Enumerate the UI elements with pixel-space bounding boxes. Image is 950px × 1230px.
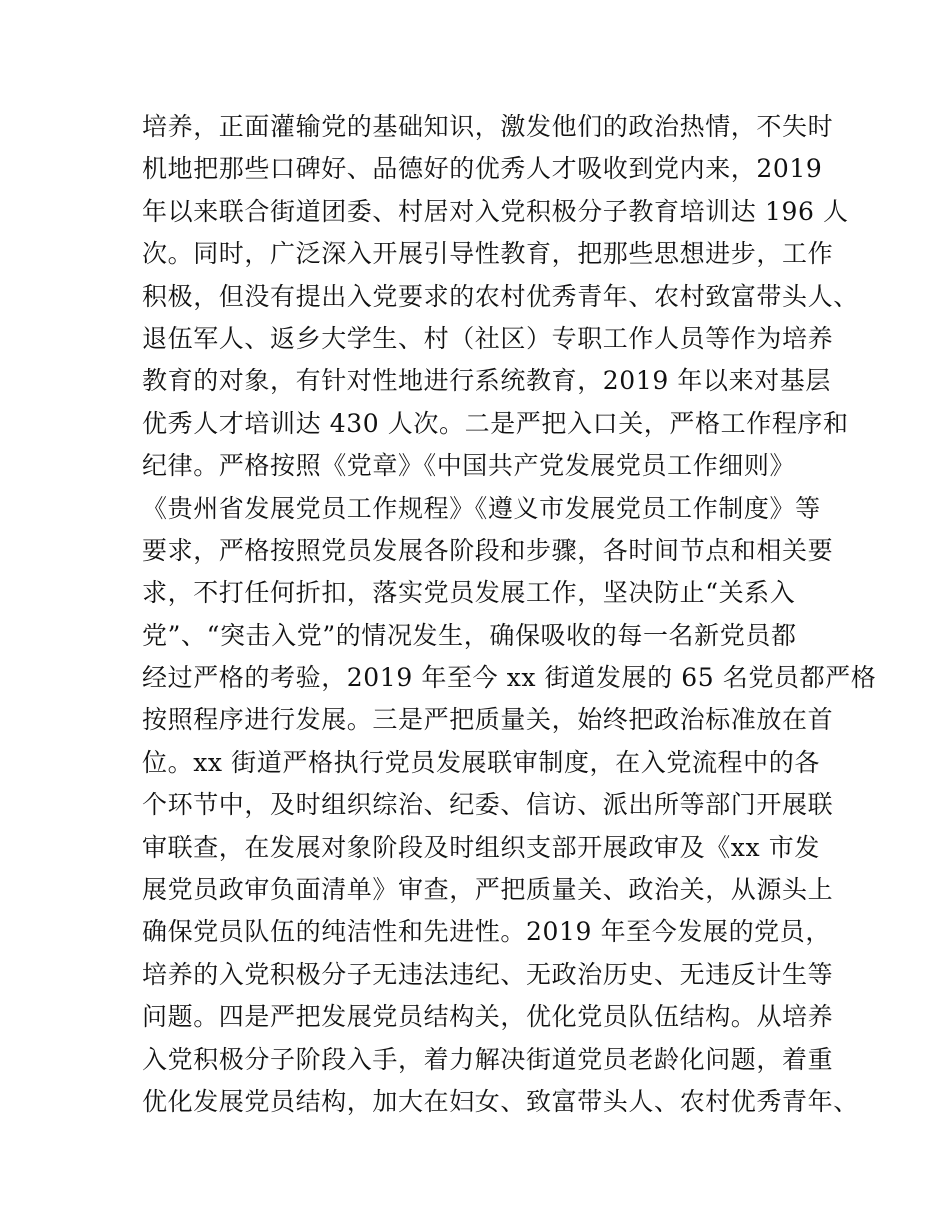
text-line: 积极，但没有提出入党要求的农村优秀青年、农村致富带头人、 [142, 281, 859, 311]
text-line: 党”、“突击入党”的情况发生，确保吸收的每一名新党员都 [142, 620, 797, 650]
text-line: 教育的对象，有针对性地进行系统教育，2019 年以来对基层 [142, 366, 831, 396]
text-line: 展党员政审负面清单》审查，严把质量关、政治关，从源头上 [142, 875, 834, 905]
text-line: 优化发展党员结构，加大在妇女、致富带头人、农村优秀青年、 [142, 1086, 859, 1116]
text-line: 入党积极分子阶段入手，着力解决街道党员老龄化问题，着重 [142, 1044, 834, 1074]
text-line: 经过严格的考验，2019 年至今 xx 街道发展的 65 名党员都严格 [142, 663, 877, 693]
body-text [142, 106, 877, 1123]
text-line: 次。同时，广泛深入开展引导性教育，把那些思想进步，工作 [142, 239, 834, 269]
text-line: 优秀人才培训达 430 人次。二是严把入口关，严格工作程序和 [142, 408, 849, 438]
text-line: 培养，正面灌输党的基础知识，激发他们的政治热情，不失时 [142, 112, 834, 141]
text-line: 位。xx 街道严格执行党员发展联审制度，在入党流程中的各 [142, 747, 820, 777]
text-line: 求，不打任何折扣，落实党员发展工作，坚决防止“关系入 [142, 578, 796, 608]
text-line: 按照程序进行发展。三是严把质量关，始终把政治标准放在首 [142, 705, 834, 735]
text-line: 年以来联合街道团委、村居对入党积极分子教育培训达 196 人 [142, 196, 849, 226]
text-line: 《贵州省发展党员工作规程》《遵义市发展党员工作制度》等 [142, 493, 821, 523]
text-line: 审联查，在发展对象阶段及时组织支部开展政审及《xx 市发 [142, 832, 820, 862]
text-line: 问题。四是严把发展党员结构关，优化党员队伍结构。从培养 [142, 1002, 834, 1032]
text-line: 确保党员队伍的纯洁性和先进性。2019 年至今发展的党员， [142, 917, 831, 947]
text-line: 机地把那些口碑好、品德好的优秀人才吸收到党内来，2019 [142, 154, 823, 184]
text-line: 纪律。严格按照《党章》《中国共产党发展党员工作细则》 [142, 451, 796, 481]
text-line: 退伍军人、返乡大学生、村（社区）专职工作人员等作为培养 [142, 323, 834, 353]
text-line: 培养的入党积极分子无违法违纪、无政治历史、无违反计生等 [142, 959, 834, 989]
text-line: 个环节中，及时组织综治、纪委、信访、派出所等部门开展联 [142, 790, 834, 820]
text-line: 要求，严格按照党员发展各阶段和步骤，各时间节点和相关要 [142, 535, 834, 565]
